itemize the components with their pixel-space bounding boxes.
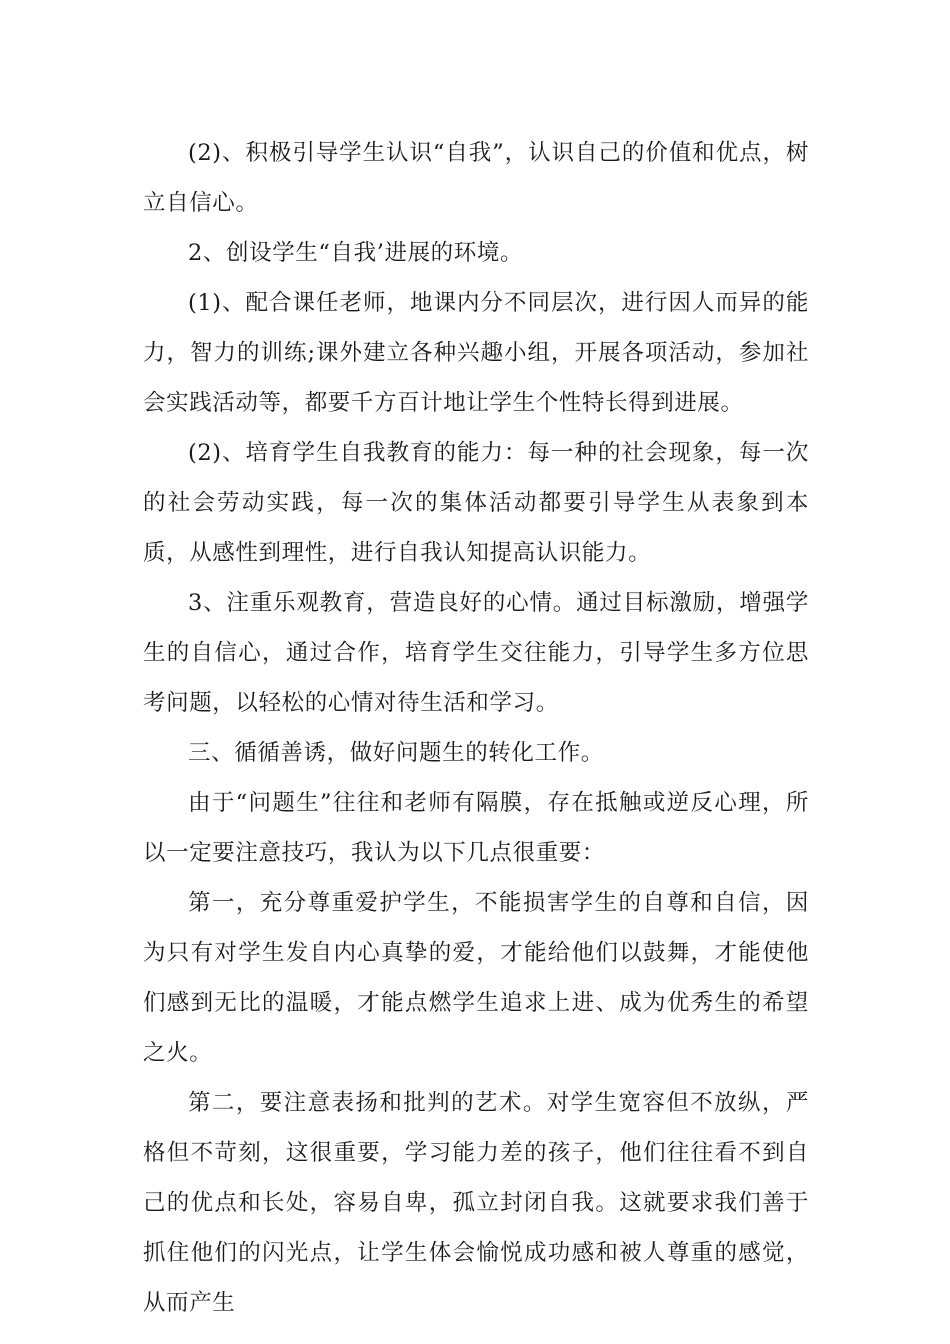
paragraph-2: 2、创设学生“自我’进展的环境。: [188, 240, 524, 266]
paragraph-4: (2)、培育学生自我教育的能力：每一种的社会现象，每一次的社会劳动实践，每一次的集体活动都要引导学生从表象到本质，从感性到理性，进行自我认知提高认识能力。: [143, 440, 809, 566]
paragraph-1: (2)、积极引导学生认识“自我”，认识自己的价值和优点，树立自信心。: [143, 140, 809, 216]
paragraph-5: 3、注重乐观教育，营造良好的心情。通过目标激励，增强学生的自信心，通过合作，培育学生交往能力，引导学生多方位思考问题，以轻松的心情对待生活和学习。: [143, 590, 809, 716]
document-body: [143, 128, 809, 1328]
paragraph-6: 三、循循善诱，做好问题生的转化工作。: [188, 740, 604, 766]
paragraph-7: 由于“问题生”往往和老师有隔膜，存在抵触或逆反心理，所以一定要注意技巧，我认为以下几点很重要：: [143, 790, 809, 866]
paragraph-8: 第一，充分尊重爱护学生，不能损害学生的自尊和自信，因为只有对学生发自内心真挚的爱，才能给他们以鼓舞，才能使他们感到无比的温暖，才能点燃学生追求上进、成为优秀生的希望之火。: [143, 890, 809, 1066]
paragraph-3: (1)、配合课任老师，地课内分不同层次，进行因人而异的能力，智力的训练;课外建立各种兴趣小组，开展各项活动，参加社会实践活动等，都要千方百计地让学生个性特长得到进展。: [143, 290, 809, 416]
paragraph-9: 第二，要注意表扬和批判的艺术。对学生宽容但不放纵，严格但不苛刻，这很重要，学习能力差的孩子，他们往往看不到自己的优点和长处，容易自卑，孤立封闭自我。这就要求我们善于抓住他们的闪光点，让学生体会愉悦成功感和被人尊重的感觉，从而产生: [143, 1090, 809, 1316]
